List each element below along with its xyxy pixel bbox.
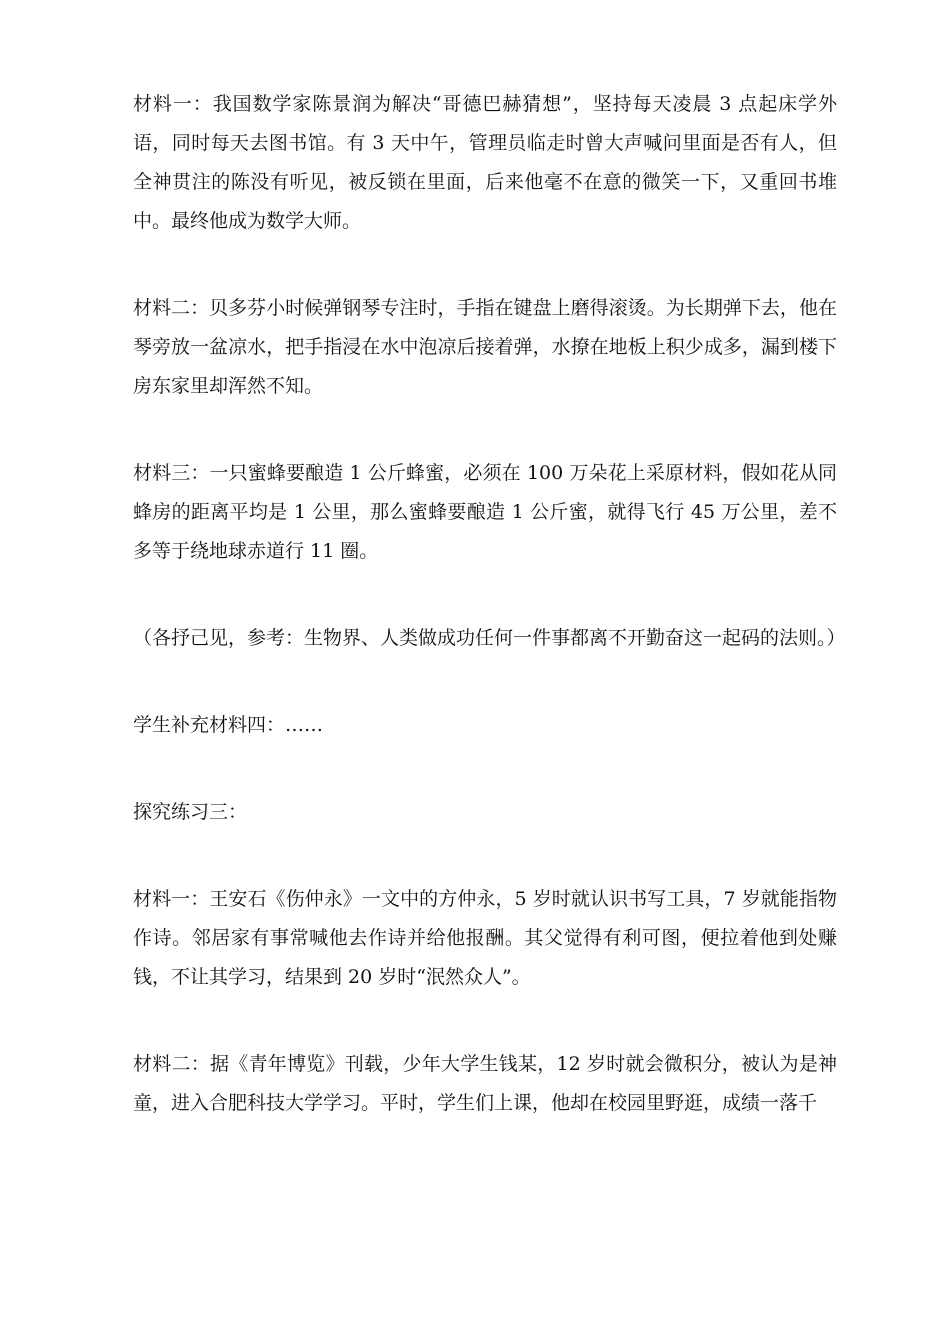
paragraph-material-2-qian: 材料二：据《青年博览》刊载，少年大学生钱某，12 岁时就会微积分，被认为是神童，进入合肥科技大学学习。平时，学生们上课，他却在校园里野逛，成绩一落千 — [133, 1053, 837, 1114]
paragraph-material-3-bee: 材料三：一只蜜蜂要酿造 1 公斤蜂蜜，必须在 100 万朵花上采原材料，假如花从同蜂房的距离平均是 1 公里，那么蜜蜂要酿造 1 公斤蜜，就得飞行 45 万公里，差不多等于绕地球赤道行 11 圈。 — [133, 462, 837, 562]
section-heading-exercise-3: 探究练习三： — [133, 801, 248, 823]
paragraph-material-1-fang-zhongyong: 材料一：王安石《伤仲永》一文中的方仲永，5 岁时就认识书写工具，7 岁就能指物作诗。邻居家有事常喊他去作诗并给他报酬。其父觉得有利可图，便拉着他到处赚钱，不让其学习，结果到 20 岁时“泯然众人”。 — [133, 888, 837, 988]
paragraph-material-1-chen-jingrun: 材料一：我国数学家陈景润为解决“哥德巴赫猜想”，坚持每天凌晨 3 点起床学外语，同时每天去图书馆。有 3 天中午，管理员临走时曾大声喊问里面是否有人，但全神贯注的陈没有听见，被反锁在里面，后来他毫不在意的微笑一下，又重回书堆中。最终他成为数学大师。 — [133, 93, 837, 232]
document-body — [133, 85, 846, 1123]
paragraph-student-material-4: 学生补充材料四：…… — [133, 714, 324, 736]
paragraph-discussion-note: （各抒己见，参考：生物界、人类做成功任何一件事都离不开勤奋这一起码的法则。） — [133, 627, 846, 649]
paragraph-material-2-beethoven: 材料二：贝多芬小时候弹钢琴专注时，手指在键盘上磨得滚烫。为长期弹下去，他在琴旁放一盆凉水，把手指浸在水中泡凉后接着弹，水撩在地板上积少成多，漏到楼下房东家里却浑然不知。 — [133, 297, 837, 397]
